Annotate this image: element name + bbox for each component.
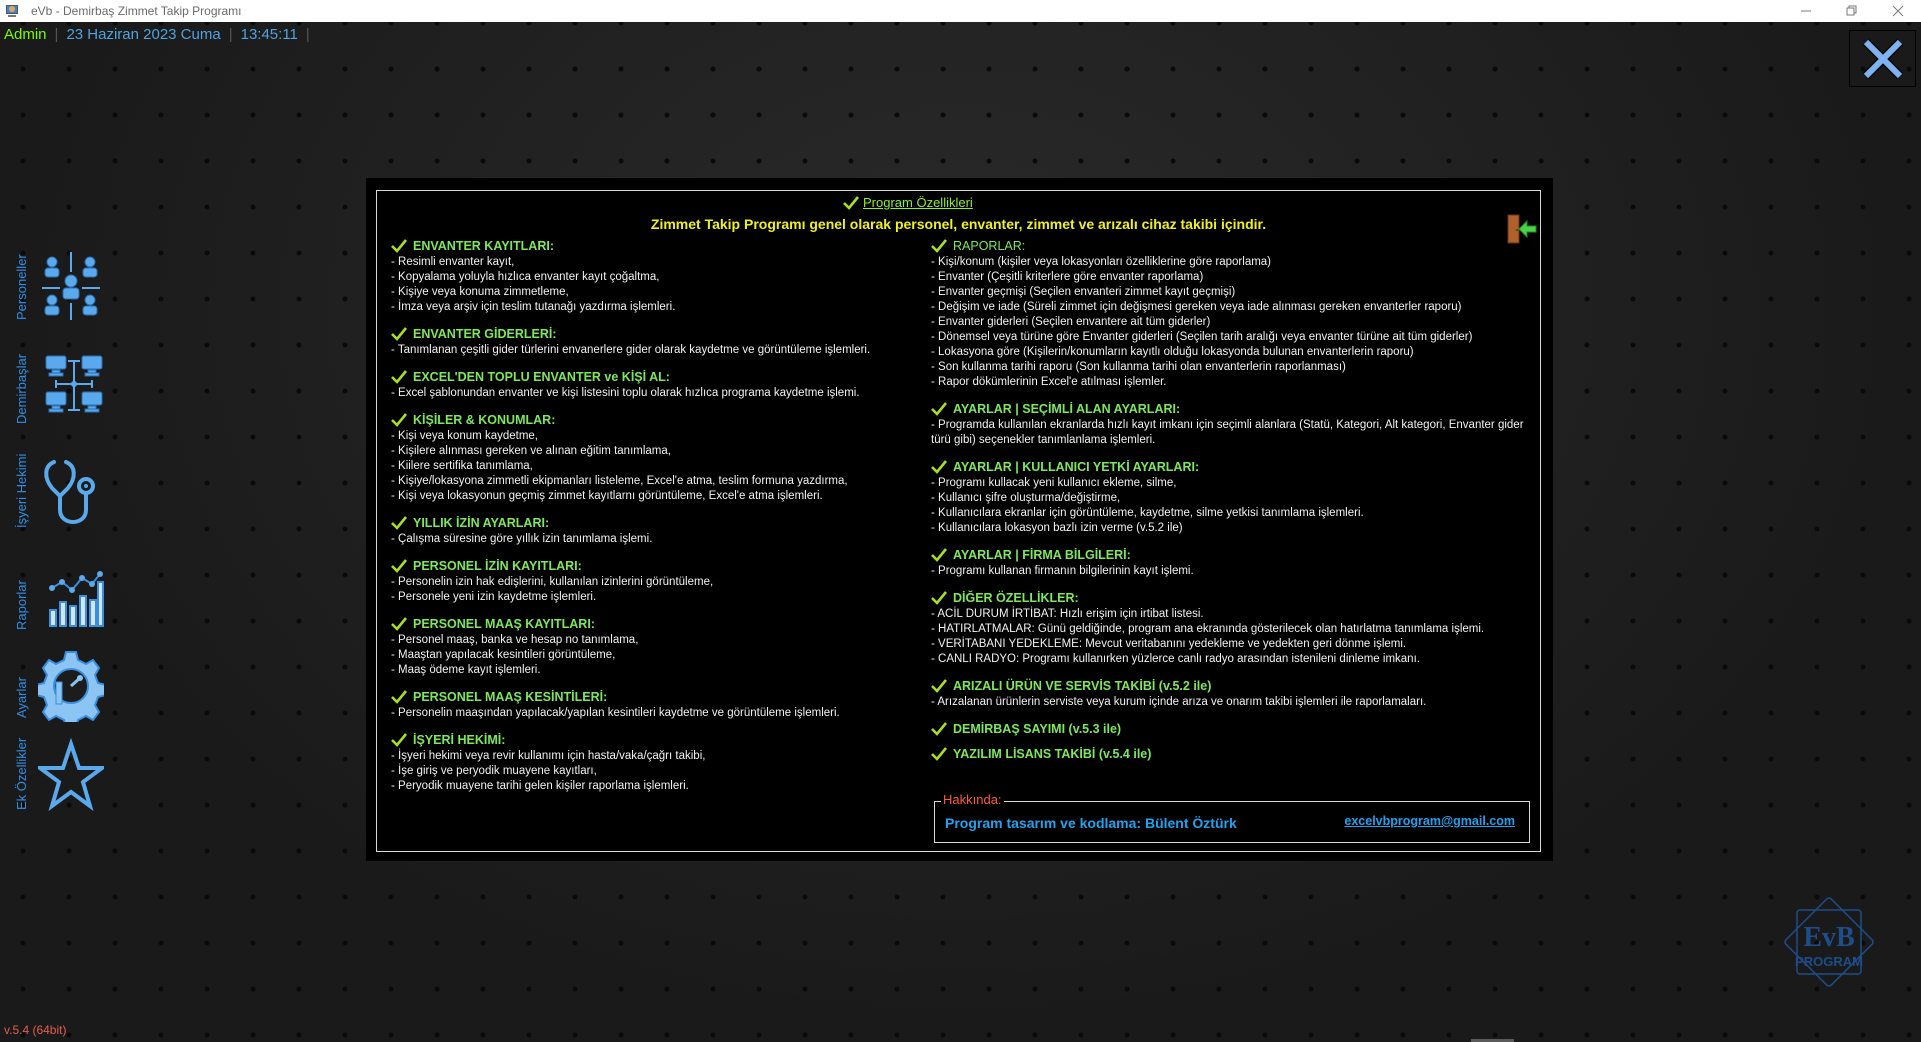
feature-line: - Arızalanan ürünlerin serviste veya kurum içinde arıza ve onarım takibi işlemleri ile raporlamaları. (931, 696, 1427, 708)
feature-heading-text: DEMİRBAŞ SAYIMI (v.5.3 ile) (953, 721, 1122, 736)
about-email-link[interactable]: excelvbprogram@gmail.com (1344, 814, 1515, 828)
feature-line: - HATIRLATMALAR: Günü geldiğinde, program ana ekranında gösterilecek olan hatırlatma tanımlama işlemi. (931, 623, 1485, 635)
separator: | (305, 26, 310, 43)
feature-line: - Personelin maaşından yapılacak/yapılan kesintileri kaydetme ve görüntüleme işlemleri. (391, 707, 840, 719)
feature-heading-text: EXCEL'DEN TOPLU ENVANTER ve KİŞİ AL: (413, 369, 670, 384)
feature-heading-text: İŞYERİ HEKİMİ: (413, 732, 506, 747)
feature-section (931, 720, 1531, 737)
sidebar-item-isyeri-hekimi[interactable] (10, 453, 106, 536)
feature-section-heading (931, 458, 1531, 475)
about-author: Program tasarım ve kodlama: Bülent Öztürk (945, 815, 1237, 831)
feature-section-heading (391, 514, 911, 531)
feature-section-heading (931, 546, 1531, 563)
feature-heading-text: ENVANTER KAYITLARI: (413, 238, 554, 253)
close-icon (1892, 5, 1904, 17)
people-network-icon (38, 248, 104, 324)
app-monitor-icon (5, 4, 19, 18)
star-icon (38, 738, 104, 814)
feature-section (391, 411, 911, 504)
feature-section (931, 458, 1531, 536)
feature-section (931, 589, 1531, 667)
feature-section-heading (931, 745, 1531, 762)
feature-line: - Son kullanma tarihi raporu (Son kullanma tarihi olan envanterlerin raporlanması) (931, 361, 1346, 373)
current-date: 23 Haziran 2023 Cuma (66, 26, 221, 43)
feature-section-heading (931, 400, 1531, 417)
sidebar-item-label: Ayarlar (14, 677, 29, 718)
window-titlebar (0, 0, 1921, 22)
feature-line: - Kişi veya lokasyonun geçmiş zimmet kayıtlarnı görüntüleme, Excel'e atma işlemleri. (391, 490, 823, 502)
feature-heading-text: PERSONEL İZİN KAYITLARI: (413, 558, 582, 573)
sidebar-item-label: Ek Özellikler (14, 737, 29, 810)
feature-heading-text: AYARLAR | SEÇİMLİ ALAN AYARLARI: (953, 401, 1181, 416)
feature-section-heading (931, 677, 1531, 694)
feature-section-heading (391, 688, 911, 705)
about-box (934, 792, 1530, 843)
sidebar-item-label: Demirbaşlar (14, 353, 29, 424)
check-icon (391, 559, 407, 573)
sidebar-item-personeller[interactable] (10, 248, 106, 328)
feature-line: - İmza veya arşiv için teslim tutanağı yazdırma işlemleri. (391, 301, 676, 313)
feature-line: - Çalışma süresine göre yıllık izin tanımlama işlemi. (391, 533, 653, 545)
feature-line: - CANLI RADYO: Programı kullanırken yüzlerce canlı radyo arasından istenileni dinleme imkanı. (931, 653, 1420, 665)
check-icon (391, 690, 407, 704)
check-icon (391, 516, 407, 530)
dialog-subtitle: Zimmet Takip Programı genel olarak personel, envanter, zimmet ve arızalı cihaz takibi içindir. (650, 216, 1267, 232)
dialog-frame (376, 190, 1541, 852)
feature-line: - Dönemsel veya türüne göre Envanter giderleri (Seçilen tarih aralığı veya envanter türüne ait tüm giderler) (931, 331, 1473, 343)
feature-line: - İşyeri hekimi veya revir kullanımı için hasta/vaka/çağrı takibi, (391, 750, 706, 762)
restore-icon (1846, 5, 1858, 17)
feature-line: - Tanımlanan çeşitli gider türlerini envanerlere gider olarak kaydetme ve görüntüleme işlemleri. (391, 344, 871, 356)
window-title: eVb - Demirbaş Zimmet Takip Programı (31, 4, 242, 18)
minimize-icon (1800, 5, 1812, 17)
dialog-title-text: Program Özellikleri (863, 195, 973, 210)
feature-heading-text: DİĞER ÖZELLİKLER: (953, 590, 1079, 605)
check-icon (931, 548, 947, 562)
check-icon (843, 196, 859, 210)
feature-heading-text: AYARLAR | FİRMA BİLGİLERİ: (953, 547, 1131, 562)
feature-section-heading (391, 731, 911, 748)
feature-line: - Kişilere alınması gereken ve alınan eğitim tanımlama, (391, 445, 671, 457)
feature-line: - Değişim ve iade (Süreli zimmet için değişmesi gereken veya iade alınması gereken envanterler raporu) (931, 301, 1462, 313)
dialog-title (839, 195, 977, 210)
feature-line: - Peryodik muayene tarihi gelen kişiler raporlama işlemleri. (391, 780, 689, 792)
feature-line: - Programı kullacak yeni kullanıcı ekleme, silme, (931, 477, 1177, 489)
check-icon (391, 370, 407, 384)
feature-section-heading (931, 720, 1531, 737)
feature-section-heading (391, 325, 911, 342)
status-line (4, 26, 318, 43)
check-icon (391, 413, 407, 427)
feature-section (391, 237, 911, 315)
feature-line: - Kullanıcılara ekranlar için görüntüleme, kaydetme, silme yetkisi tanımlama işlemleri. (931, 507, 1364, 519)
feature-line: - Maaştan yapılacak kesintileri görüntüleme, (391, 649, 616, 661)
feature-line: - Resimli envanter kayıt, (391, 256, 515, 268)
check-icon (931, 460, 947, 474)
feature-section-heading (931, 237, 1531, 254)
feature-line: - Rapor dökümlerinin Excel'e atılması işlemler. (931, 376, 1167, 388)
app-close-button[interactable] (1849, 30, 1916, 87)
feature-line: - Kopyalama yoluyla hızlıca envanter kayıt çoğaltma, (391, 271, 660, 283)
feature-line: - Envanter (Çeşitli kriterlere göre envanter raporlama) (931, 271, 1204, 283)
minimize-button[interactable] (1783, 0, 1829, 22)
check-icon (931, 239, 947, 253)
feature-section (931, 677, 1531, 710)
feature-line: - Personel maaş, banka ve hesap no tanımlama, (391, 634, 639, 646)
settings-gear-icon (38, 646, 104, 722)
feature-section-heading (931, 589, 1531, 606)
feature-section (391, 615, 911, 678)
restore-button[interactable] (1829, 0, 1875, 22)
feature-line: - Lokasyona göre (Kişilerin/konumların kayıtlı olduğu lokasyonda bulunan envanterlerin raporu) (931, 346, 1414, 358)
close-icon (1861, 37, 1905, 81)
feature-line: - ACİL DURUM İRTİBAT: Hızlı erişim için irtibat listesi. (931, 608, 1204, 620)
check-icon (391, 733, 407, 747)
logo-text-main: EvB (1803, 922, 1855, 953)
features-left-column (391, 237, 911, 804)
feature-heading-text: ENVANTER GİDERLERİ: (413, 326, 557, 341)
feature-line: - Kişiye/lokasyona zimmetli ekipmanları listeleme, Excel'e atma, teslim formuna yazdırma, (391, 475, 848, 487)
feature-line: - Personelin izin hak edişlerini, kullanılan izinlerini görüntüleme, (391, 576, 714, 588)
separator: | (228, 26, 233, 43)
check-icon (931, 591, 947, 605)
check-icon (391, 239, 407, 253)
feature-section (391, 688, 911, 721)
feature-line: - Kişiye veya konuma zimmetleme, (391, 286, 569, 298)
sidebar-item-label: Raporlar (14, 580, 29, 630)
feature-section (931, 400, 1531, 448)
feature-section-heading (391, 615, 911, 632)
feature-section (931, 237, 1531, 390)
feature-section (931, 546, 1531, 579)
feature-line: - Programı kullanan firmanın bilgilerinin kayıt işlemi. (931, 565, 1194, 577)
feature-line: - Personele yeni izin kaydetme işlemleri. (391, 591, 597, 603)
feature-line: - Kişi/konum (kişiler veya lokasyonları özelliklerine göre raporlama) (931, 256, 1272, 268)
features-right-column (931, 237, 1531, 770)
sidebar-item-ek-ozellikler[interactable] (10, 738, 106, 818)
check-icon (931, 402, 947, 416)
feature-heading-text: ARIZALI ÜRÜN VE SERVİS TAKİBİ (v.5.2 ile) (953, 678, 1212, 693)
check-icon (931, 747, 947, 761)
feature-heading-text: AYARLAR | KULLANICI YETKİ AYARLARI: (953, 459, 1200, 474)
bar-chart-icon (38, 558, 104, 634)
feature-section-heading (391, 368, 911, 385)
stethoscope-icon (38, 456, 104, 532)
check-icon (391, 617, 407, 631)
close-button[interactable] (1875, 0, 1921, 22)
check-icon (391, 327, 407, 341)
feature-section-heading (391, 557, 911, 574)
feature-line: - Envanter geçmişi (Seçilen envanteri zimmet kayıt geçmişi) (931, 286, 1236, 298)
check-icon (931, 679, 947, 693)
feature-line: - Kullanıcı şifre oluşturma/değiştirme, (931, 492, 1121, 504)
feature-line: - Kişi veya konum kaydetme, (391, 430, 539, 442)
current-time: 13:45:11 (240, 26, 298, 43)
feature-line: - Kiilere sertifika tanımlama, (391, 460, 533, 472)
feature-line: - Excel şablonundan envanter ve kişi listesini toplu olarak hızlıca programa kaydetme işlemi. (391, 387, 860, 399)
about-legend: Hakkında: (943, 792, 1002, 807)
feature-section-heading (391, 411, 911, 428)
feature-line: - Kullanıcılara lokasyon bazlı izin verme (v.5.2 ile) (931, 522, 1183, 534)
feature-heading-text: RAPORLAR: (953, 238, 1026, 253)
logo-text-sub: PROGRAM (1795, 954, 1863, 969)
feature-section (391, 731, 911, 794)
feature-section (391, 514, 911, 547)
evb-program-logo (1777, 890, 1881, 994)
feature-section-heading (391, 237, 911, 254)
feature-heading-text: PERSONEL MAAŞ KAYITLARI: (413, 616, 595, 631)
feature-line: - İşe giriş ve peryodik muayene kayıtları, (391, 765, 597, 777)
sidebar-item-demirbaslar[interactable] (10, 352, 106, 432)
version-label: v.5.4 (64bit) (4, 1023, 67, 1037)
feature-heading-text: YILLIK İZİN AYARLARI: (413, 515, 550, 530)
separator: | (54, 26, 59, 43)
feature-section (391, 325, 911, 358)
sidebar-item-ayarlar[interactable] (10, 646, 106, 726)
feature-section (391, 368, 911, 401)
sidebar-item-raporlar[interactable] (10, 558, 106, 638)
sidebar-item-label: Personeller (14, 254, 29, 320)
feature-heading-text: PERSONEL MAAŞ KESİNTİLERİ: (413, 689, 608, 704)
sidebar-item-label: İşyeri Hekimi (14, 453, 29, 528)
feature-heading-text: YAZILIM LİSANS TAKİBİ (v.5.4 ile) (953, 746, 1152, 761)
current-user: Admin (4, 26, 47, 43)
feature-section (391, 557, 911, 605)
feature-line: - VERİTABANI YEDEKLEME: Mevcut veritabanını yedekleme ve yedekten geri dönme işlemi. (931, 638, 1407, 650)
feature-line: - Maaş ödeme kayıt işlemleri. (391, 664, 541, 676)
feature-section (931, 745, 1531, 762)
feature-line: - Envanter giderleri (Seçilen envantere ait tüm giderler) (931, 316, 1211, 328)
feature-line: - Programda kullanılan ekranlarda hızlı kayıt imkanı için seçimli alanlara (Statü, Kategori, Alt kategori, Envanter gider türü gibi) seçenekler tanımlanlama işlemleri. (931, 419, 1524, 446)
feature-heading-text: KİŞİLER & KONUMLAR: (413, 412, 556, 427)
computer-network-icon (38, 352, 104, 428)
check-icon (931, 722, 947, 736)
program-features-dialog (366, 178, 1553, 861)
